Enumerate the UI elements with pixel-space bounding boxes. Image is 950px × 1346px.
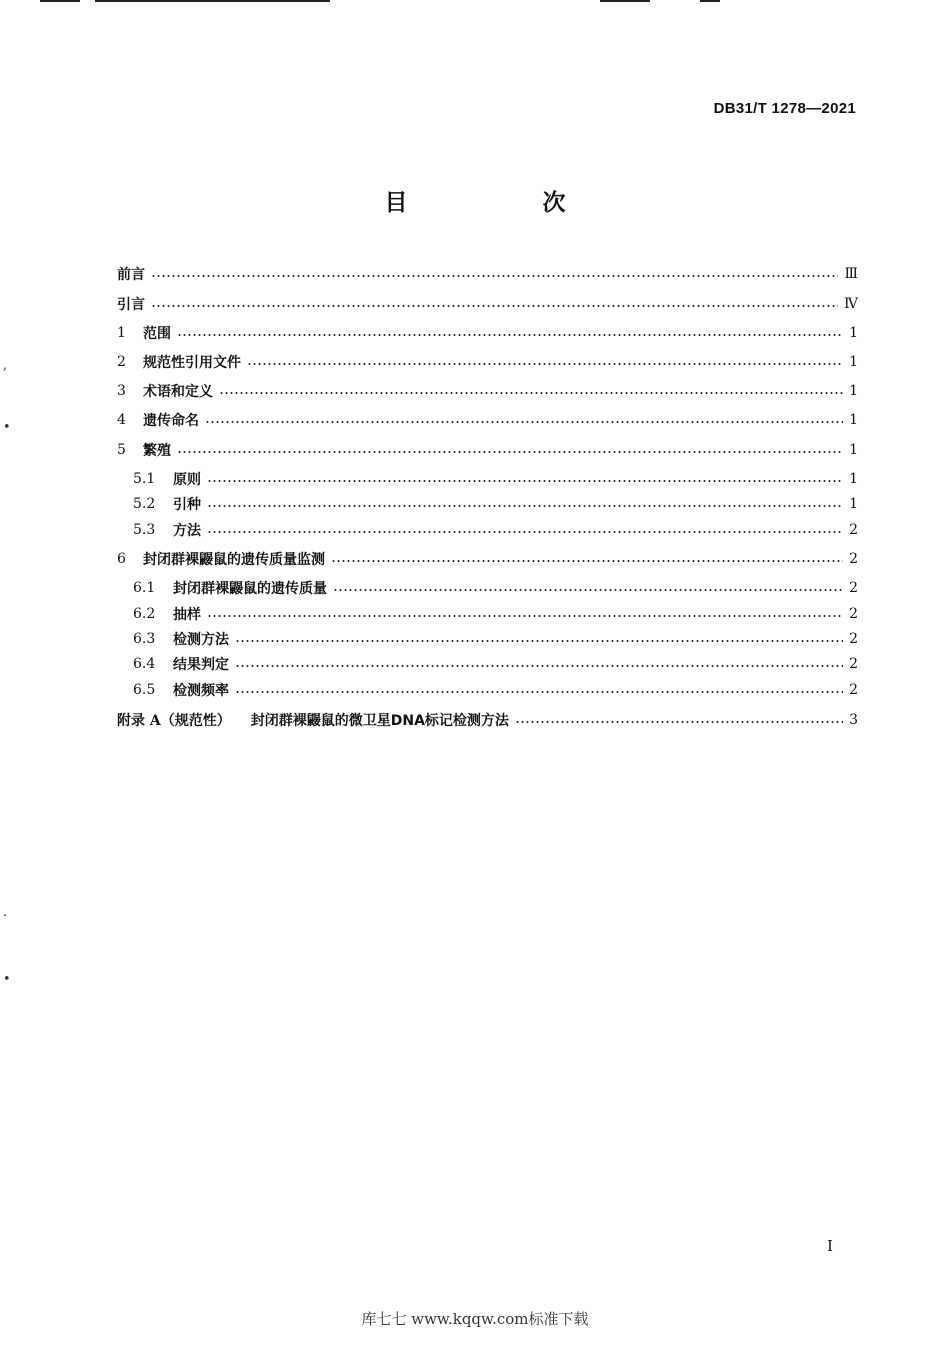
toc-entry-page: 1 bbox=[849, 471, 858, 487]
toc-entry[interactable] bbox=[117, 293, 858, 315]
toc-entry[interactable] bbox=[133, 628, 858, 650]
page-number: I bbox=[827, 1237, 833, 1255]
toc-entry-number: 5.1 bbox=[133, 471, 156, 487]
page-title: 目 次 bbox=[384, 190, 622, 216]
toc-entry-number: 6.2 bbox=[133, 606, 156, 622]
toc-leader-dots bbox=[207, 531, 843, 533]
toc-entry-number: 6.3 bbox=[133, 631, 156, 647]
toc-leader-dots bbox=[207, 480, 843, 482]
toc-entry-page: Ⅳ bbox=[844, 296, 858, 312]
toc-leader-dots bbox=[151, 305, 838, 307]
toc-entry-page: 1 bbox=[849, 496, 858, 512]
toc-entry-number: 3 bbox=[117, 383, 126, 399]
toc-leader-dots bbox=[151, 275, 838, 277]
toc-entry-number: 6.4 bbox=[133, 656, 156, 672]
top-rule-far-right bbox=[700, 0, 720, 2]
toc-entry-number: 5.2 bbox=[133, 496, 156, 512]
toc-leader-dots bbox=[177, 334, 843, 336]
toc-entry[interactable] bbox=[133, 653, 858, 675]
document-code: DB31/T 1278—2021 bbox=[713, 100, 856, 117]
toc-entry-page: 1 bbox=[849, 442, 858, 458]
toc-entry-label: 范围 bbox=[143, 326, 171, 342]
toc-entry[interactable] bbox=[117, 548, 858, 570]
margin-mark: • bbox=[3, 972, 11, 987]
toc-entry[interactable] bbox=[117, 322, 858, 344]
toc-entry[interactable] bbox=[117, 263, 858, 285]
toc-entry-page: 2 bbox=[849, 606, 858, 622]
toc-entry-page: 2 bbox=[849, 551, 858, 567]
toc-entry-number: 4 bbox=[117, 412, 126, 428]
toc-leader-dots bbox=[333, 589, 843, 591]
toc-entry-page: 1 bbox=[849, 354, 858, 370]
toc-entry-label: 结果判定 bbox=[173, 657, 229, 673]
toc-entry-number: 6.5 bbox=[133, 682, 156, 698]
toc-entry-page: 2 bbox=[849, 580, 858, 596]
margin-mark: , bbox=[3, 358, 8, 373]
toc-entry-number: 5.3 bbox=[133, 522, 156, 538]
toc-entry-label: 方法 bbox=[173, 523, 201, 539]
toc-leader-dots bbox=[207, 615, 843, 617]
toc-leader-dots bbox=[205, 421, 843, 423]
toc-entry-label: 原则 bbox=[173, 472, 201, 488]
toc-entry-page: 1 bbox=[849, 325, 858, 341]
toc-entry[interactable] bbox=[133, 577, 858, 599]
toc-entry-number: 附录 A（规范性） bbox=[117, 713, 231, 729]
toc-entry-label: 封闭群裸鼹鼠的遗传质量监测 bbox=[143, 552, 325, 568]
toc-entry[interactable] bbox=[133, 679, 858, 701]
toc-leader-dots bbox=[219, 392, 843, 394]
toc-entry-page: 2 bbox=[849, 656, 858, 672]
toc-entry-number: 1 bbox=[117, 325, 126, 341]
toc-entry-label: 术语和定义 bbox=[143, 384, 213, 400]
margin-mark: • bbox=[3, 420, 11, 435]
toc-entry[interactable] bbox=[117, 409, 858, 431]
toc-entry[interactable] bbox=[117, 351, 858, 373]
toc-entry-page: 3 bbox=[849, 712, 858, 728]
toc-entry-number: 5 bbox=[117, 442, 126, 458]
toc-leader-dots bbox=[207, 505, 843, 507]
toc-entry-label: 引种 bbox=[173, 497, 201, 513]
toc-entry-label: 检测方法 bbox=[173, 632, 229, 648]
toc-entry-label: 遗传命名 bbox=[143, 413, 199, 429]
toc-leader-dots bbox=[247, 363, 843, 365]
toc-entry-page: 2 bbox=[849, 631, 858, 647]
toc-entry-page: 1 bbox=[849, 412, 858, 428]
toc-entry-label: 抽样 bbox=[173, 607, 201, 623]
toc-entry-label: 繁殖 bbox=[143, 443, 171, 459]
toc-entry[interactable] bbox=[133, 493, 858, 515]
toc-entry-label: 前言 bbox=[117, 267, 145, 283]
toc-entry-number: 2 bbox=[117, 354, 126, 370]
toc-leader-dots bbox=[235, 640, 843, 642]
toc-leader-dots bbox=[515, 721, 843, 723]
toc-entry-label: 封闭群裸鼹鼠的遗传质量 bbox=[173, 581, 327, 597]
toc-leader-dots bbox=[177, 451, 843, 453]
toc-entry[interactable] bbox=[133, 519, 858, 541]
toc-entry[interactable] bbox=[133, 603, 858, 625]
toc-entry[interactable] bbox=[133, 468, 858, 490]
watermark-text: 库七七 www.kqqw.com标准下载 bbox=[361, 1310, 589, 1328]
toc-entry-label: 引言 bbox=[117, 297, 145, 313]
toc-leader-dots bbox=[235, 691, 843, 693]
top-rule-left bbox=[40, 0, 80, 2]
toc-entry[interactable] bbox=[117, 439, 858, 461]
toc-entry[interactable] bbox=[117, 380, 858, 402]
toc-entry-label: 封闭群裸鼹鼠的微卫星DNA标记检测方法 bbox=[250, 713, 509, 729]
toc-entry-label: 检测频率 bbox=[173, 683, 229, 699]
toc-entry-label: 规范性引用文件 bbox=[143, 355, 241, 371]
toc-entry-page: 2 bbox=[849, 682, 858, 698]
toc-entry[interactable] bbox=[117, 709, 858, 731]
toc-entry-number: 6.1 bbox=[133, 580, 156, 596]
toc-entry-page: 2 bbox=[849, 522, 858, 538]
toc-entry-page: Ⅲ bbox=[844, 266, 858, 282]
top-rule-mid bbox=[95, 0, 330, 2]
toc-entry-page: 1 bbox=[849, 383, 858, 399]
toc-leader-dots bbox=[235, 665, 843, 667]
toc-leader-dots bbox=[331, 560, 843, 562]
toc-entry-number: 6 bbox=[117, 551, 126, 567]
top-rule-right bbox=[600, 0, 650, 2]
margin-mark: . bbox=[3, 905, 8, 920]
